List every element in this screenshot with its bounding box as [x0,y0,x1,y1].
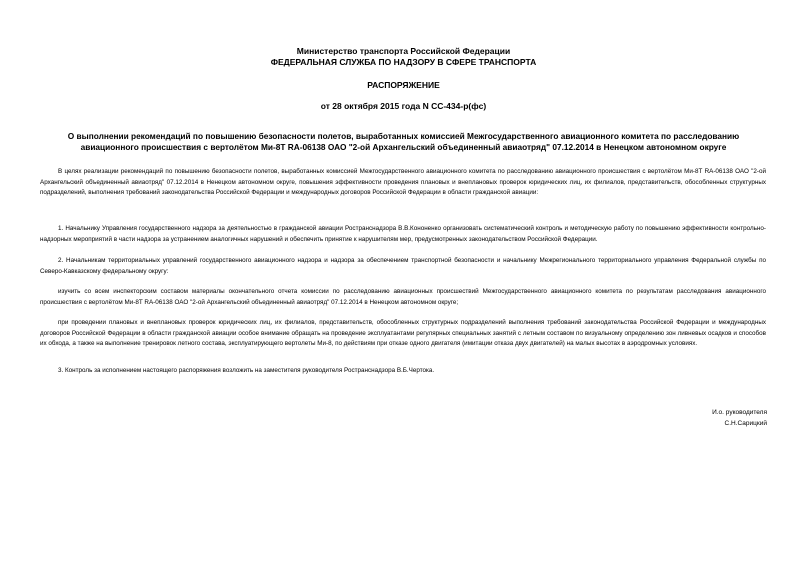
signature-position: И.о. руководителя [712,409,767,416]
document-type: РАСПОРЯЖЕНИЕ [367,80,440,90]
paragraph-item-2-study: изучить со всем инспекторским составом материалы окончательного отчета комиссии по расследованию авиационных происшествий Межгосударственного авиационного комитета по результатам расследования авиационного происшествия с вертолётом Ми-8Т RA-06138 ОАО "2-ой Архангельский объединенный авиаотряд" 07.12.2014 в Ненецком автономном округе; [40,288,766,306]
document-date-number: от 28 октября 2015 года N СС-434-р(фс) [320,101,487,111]
service-name: ФЕДЕРАЛЬНАЯ СЛУЖБА ПО НАДЗОРУ В СФЕРЕ ТРАНСПОРТА [270,57,537,67]
preamble-paragraph: В целях реализации рекомендаций по повышению безопасности полетов, выработанных комиссией Межгосударственного авиационного комитета по расследованию авиационного происшествия с вертолётом Ми-8Т RA-06138 ОАО "2-ой Архангельский объединенный авиаотряд" 07.12.2014 в Ненецком автономном округе, повышения эффективности проведения плановых и внеплановых проверок юридических лиц, их филиалов, представительств, обособленных структурных подразделений, выполнения требований законодательства Российской Федерации и международных договоров Российской Федерации в области гражданской авиации: [40,168,766,196]
paragraph-item-1: 1. Начальнику Управления государственного надзора за деятельностью в гражданской авиации Ространснадзора В.В.Кононенко организовать систематический контроль и методическую работу по повышению эффективности контрольно-надзорных мероприятий в части надзора за устранением аналогичных нарушений и обеспечить принятие к нарушителям мер, предусмотренных законодательством Российской Федерации. [40,225,766,243]
signature-block [712,408,767,429]
paragraph-item-2-inspections: при проведении плановых и внеплановых проверок юридических лиц, их филиалов, представительств, обособленных структурных подразделений выполнения требований законодательства Российской Федерации и международных договоров Российской Федерации в области гражданской авиации особое внимание обращать на проведение эксплуатантами регулярных специальных занятий с летным составом по визуальному определению зон ливневых осадков и способов их обхода, а также на выполнение тренировок летного состава, эксплуатирующего вертолеты Ми-8, по действиям при отказе одного двигателя (имитации отказа двух двигателей) на малых высотах в аэродромных условиях. [40,319,766,347]
document-title: О выполнении рекомендаций по повышению безопасности полетов, выработанных комиссией Межгосударственного авиационного комитета по расследованию авиационного происшествия с вертолётом Ми-8Т RA-06138 ОАО "2-ой Архангельский объединенный авиаотряд" 07.12.2014 в Ненецком автономном округе [67,131,740,152]
paragraph-item-3: 3. Контроль за исполнением настоящего распоряжения возложить на заместителя руководителя Ространснадзора В.Б.Чертока. [58,367,435,374]
signature-name: С.Н.Сарицкий [724,419,767,427]
ministry-name: Министерство транспорта Российской Федерации [296,46,511,56]
paragraph-item-2: 2. Начальникам территориальных управлений государственного авиационного надзора и надзора за обеспечением транспортной безопасности и начальнику Межрегионального территориального управления Федеральной службы по Северо-Кавказскому федеральному округу: [40,257,766,275]
